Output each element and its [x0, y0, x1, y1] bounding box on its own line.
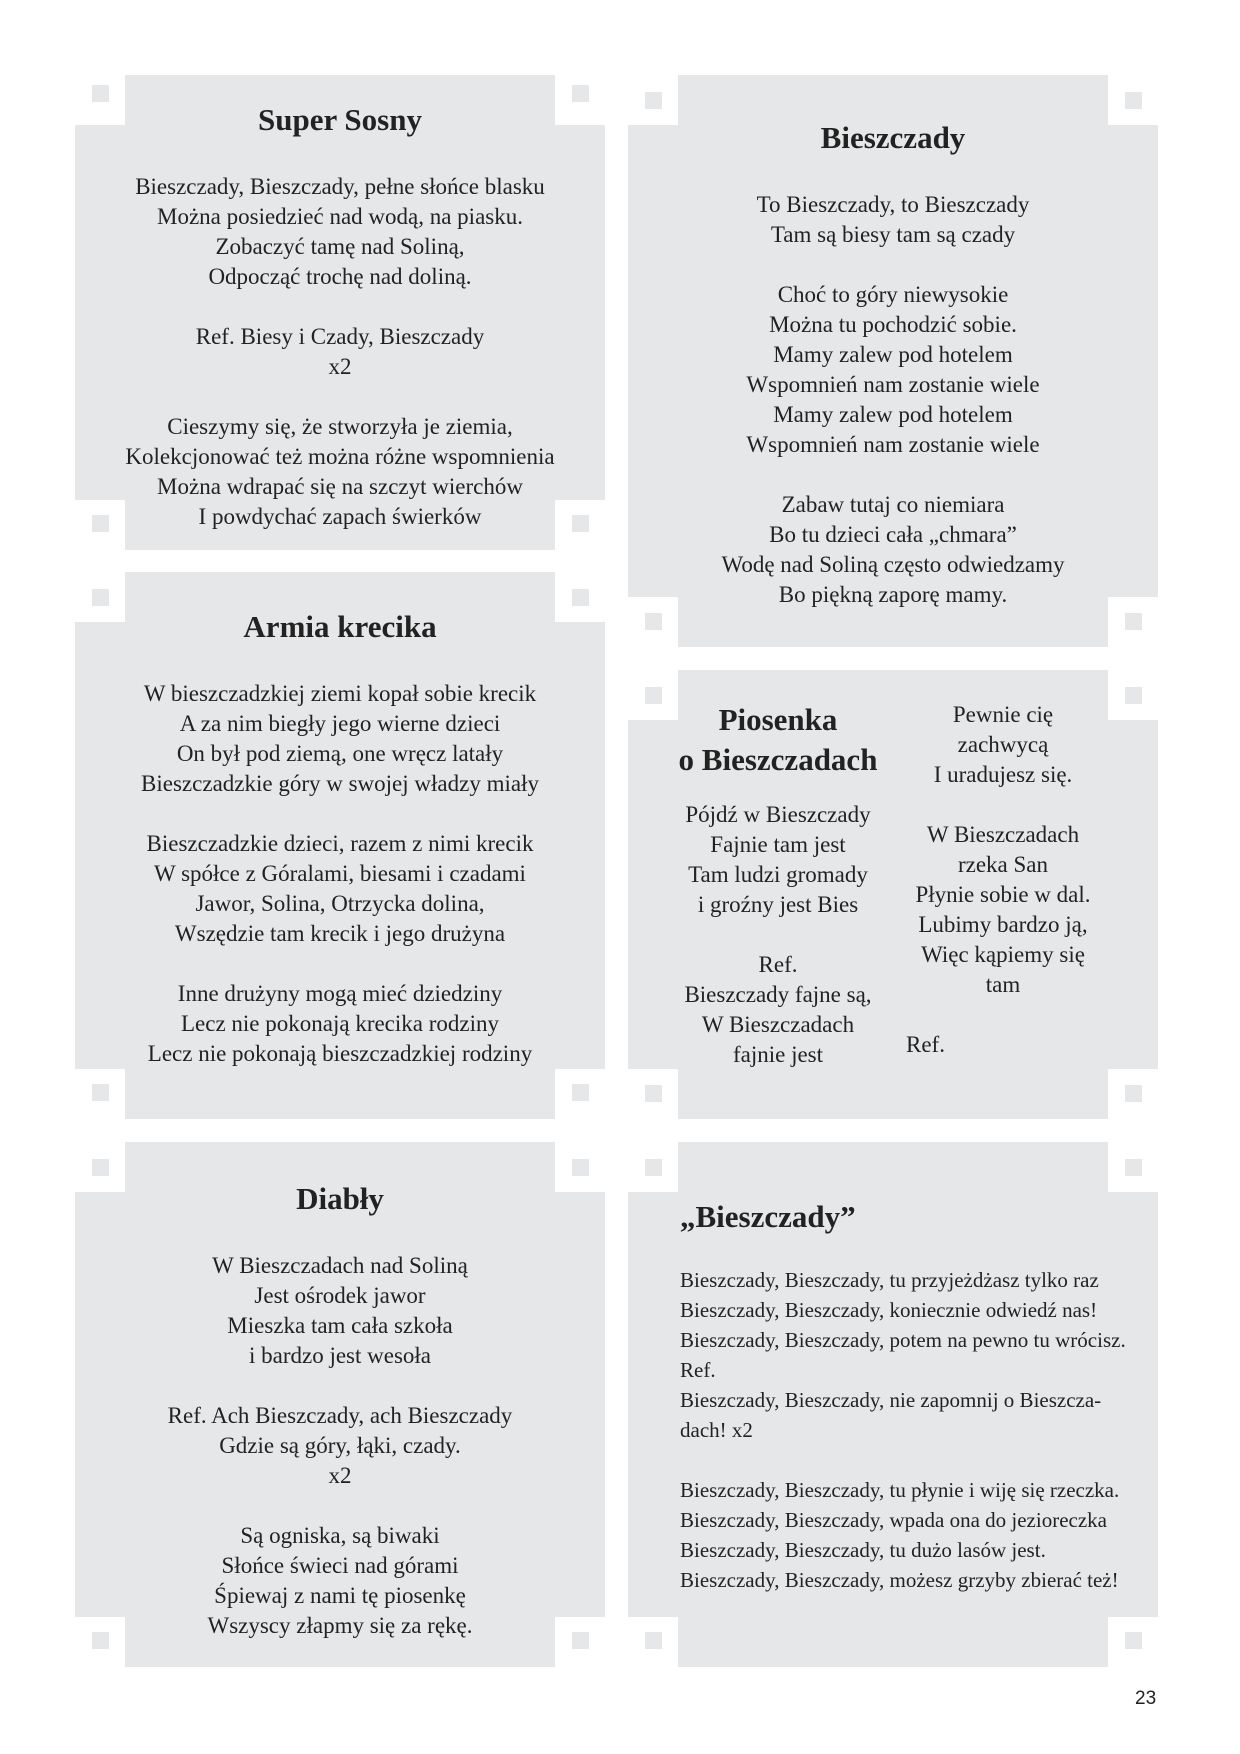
poem-card-bieszczady: [628, 75, 1158, 647]
poem-card-piosenka: [628, 670, 1158, 1119]
poem-title: Diabły: [296, 1181, 384, 1216]
poem-stanza: Ref. Ach Bieszczady, ach Bieszczady Gdzie są góry, łąki, czady. x2: [167, 1403, 513, 1488]
poem-stanza: To Bieszczady, to Bieszczady Tam są biesy tam są czady: [756, 192, 1030, 247]
poem-stanza: Cieszymy się, że stworzyła je ziemia, Kolekcjonować też można różne wspomnienia Można wdrapać się na szczyt wierchów I powdychać zapach świerków: [125, 414, 555, 529]
poem-content: [75, 100, 605, 532]
poem-stanza: Choć to góry niewysokie Można tu pochodzić sobie. Mamy zalew pod hotelem Wspomnień nam zostanie wiele Mamy zalew pod hotelem Wspomnień nam zostanie wiele: [746, 282, 1040, 457]
poem-stanza: Bieszczady, Bieszczady, tu przyjeżdżasz tylko raz Bieszczady, Bieszczady, koniecznie odwiedź nas! Bieszczady, Bieszczady, potem na pewno tu wrócisz. Ref. Bieszczady, Bieszczady, nie zapomnij o Bieszcza- dach! x2: [680, 1268, 1126, 1442]
card-corner-square: [1125, 92, 1142, 109]
poem-title: Bieszczady: [820, 120, 966, 155]
poem-stanza: W bieszczadzkiej ziemi kopał sobie krecik A za nim biegły jego wierne dzieci On był pod ziemą, one wręcz latały Bieszczadzkie góry w swojej władzy miały: [141, 681, 539, 796]
card-corner-square: [92, 1159, 109, 1176]
poem-card-armia-krecika: [75, 572, 605, 1119]
poem-stanza: Bieszczadzkie dzieci, razem z nimi krecik W spółce z Góralami, biesami i czadami Jawor, Solina, Otrzycka dolina, Wszędzie tam krecik i jego drużyna: [146, 831, 534, 946]
poem-card-diably: [75, 1142, 605, 1667]
poem-stanza: W Bieszczadach rzeka San Płynie sobie w dal. Lubimy bardzo ją, Więc kąpiemy się tam: [915, 822, 1091, 997]
poem-card-super-sosny: [75, 75, 605, 550]
card-corner-square: [92, 589, 109, 606]
card-corner-square: [92, 1084, 109, 1101]
poem-stanza: W Bieszczadach nad Soliną Jest ośrodek jawor Mieszka tam cała szkoła i bardzo jest wesoła: [212, 1253, 468, 1368]
poem-stanza: Ref. Bieszczady fajne są, W Bieszczadach fajnie jest: [684, 952, 872, 1067]
poem-column-right: [903, 700, 1103, 1000]
poem-refrain-label: [906, 1030, 966, 1060]
card-corner-square: [1125, 1085, 1142, 1102]
card-corner-square: [1125, 687, 1142, 704]
poem-content: [680, 1197, 1140, 1595]
card-corner-square: [1125, 613, 1142, 630]
card-corner-square: [645, 1159, 662, 1176]
poem-stanza: Pewnie cię zachwycą I uradujesz się.: [933, 702, 1073, 787]
poem-stanza: Inne drużyny mogą mieć dziedziny Lecz nie pokonają krecika rodziny Lecz nie pokonają bieszczadzkiej rodziny: [147, 981, 533, 1066]
poem-stanza: Bieszczady, Bieszczady, pełne słońce blasku Można posiedzieć nad wodą, na piasku. Zobaczyć tamę nad Soliną, Odpocząć trochę nad doliną.: [135, 174, 545, 289]
card-corner-square: [1125, 1159, 1142, 1176]
poem-content: [75, 1179, 605, 1641]
card-corner-square: [645, 1085, 662, 1102]
card-corner-square: [572, 589, 589, 606]
card-corner-square: [572, 1084, 589, 1101]
card-corner-square: [645, 92, 662, 109]
poem-card-bieszczady-quoted: [628, 1142, 1158, 1667]
card-corner-square: [1125, 1632, 1142, 1649]
poem-stanza: Są ogniska, są biwaki Słońce świeci nad górami Śpiewaj z nami tę piosenkę Wszyscy złapmy się za rękę.: [207, 1523, 473, 1638]
poem-title: Armia krecika: [243, 609, 437, 644]
card-corner-square: [645, 1632, 662, 1649]
poem-column-left: [673, 700, 883, 1070]
poem-title: Super Sosny: [258, 102, 422, 137]
poem-title: „Bieszczady”: [680, 1199, 856, 1234]
poem-stanza: Zabaw tutaj co niemiara Bo tu dzieci cała „chmara” Wodę nad Soliną często odwiedzamy Bo piękną zaporę mamy.: [721, 492, 1065, 607]
card-corner-square: [645, 613, 662, 630]
poem-stanza: Bieszczady, Bieszczady, tu płynie i wiję się rzeczka. Bieszczady, Bieszczady, wpada ona do jezioreczka Bieszczady, Bieszczady, tu dużo lasów jest. Bieszczady, Bieszczady, możesz grzyby zbierać też!: [680, 1478, 1120, 1592]
poem-stanza: Ref.: [906, 1032, 945, 1057]
page-number: 23: [1135, 1688, 1157, 1709]
poem-content: [75, 607, 605, 1069]
poem-title: Piosenka o Bieszczadach: [678, 702, 878, 777]
card-corner-square: [645, 687, 662, 704]
poem-content: [628, 118, 1158, 610]
poem-stanza: Ref. Biesy i Czady, Bieszczady x2: [195, 324, 485, 379]
poem-stanza: Pójdź w Bieszczady Fajnie tam jest Tam ludzi gromady i groźny jest Bies: [685, 802, 871, 917]
card-corner-square: [572, 1159, 589, 1176]
